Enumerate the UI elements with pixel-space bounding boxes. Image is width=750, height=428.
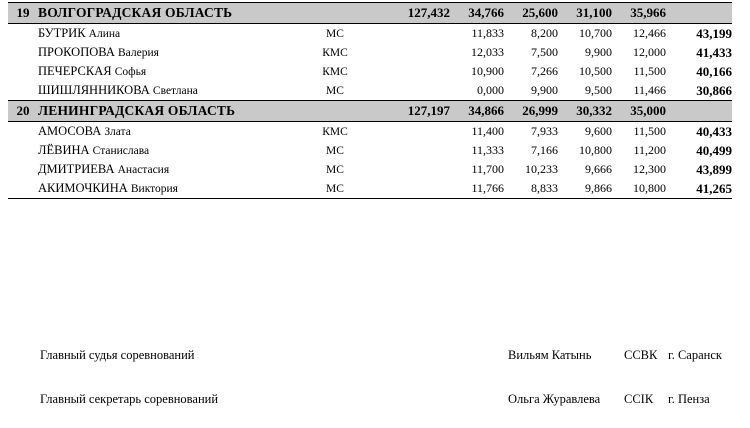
athlete-apparatus-score: 8,833	[504, 179, 558, 199]
athlete-total-spacer	[380, 81, 450, 101]
team-sum-spacer	[666, 3, 732, 24]
athlete-surname: ДМИТРИЕВА	[38, 162, 115, 176]
athlete-sport-class: МС	[290, 141, 380, 160]
athlete-surname: ПРОКОПОВА	[38, 45, 115, 59]
signature-person-city: г. Саранск	[668, 348, 722, 362]
athlete-rank-spacer	[8, 24, 38, 44]
athlete-surname: АКИМОЧКИНА	[38, 181, 128, 195]
athlete-apparatus-score: 9,900	[558, 43, 612, 62]
athlete-apparatus-score: 11,766	[450, 179, 504, 199]
team-name: ЛЕНИНГРАДСКАЯ ОБЛАСТЬ	[38, 101, 290, 122]
signature-block	[0, 340, 750, 428]
signature-person-name: Вильям Катынь	[508, 348, 592, 362]
athlete-given-name: Алина	[88, 28, 121, 40]
athlete-surname: ЛЁВИНА	[38, 143, 90, 157]
athlete-surname: БУТРИК	[38, 26, 86, 40]
athlete-sum: 30,866	[666, 81, 732, 101]
athlete-given-name: Станислава	[92, 145, 150, 157]
signature-person-name: Ольга Журавлева	[508, 392, 601, 406]
athlete-surname: ШИШЛЯННИКОВА	[38, 83, 150, 97]
athlete-total-spacer	[380, 141, 450, 160]
athlete-total-spacer	[380, 160, 450, 179]
signature-row	[0, 340, 750, 384]
results-table-body	[8, 3, 732, 199]
athlete-rank-spacer	[8, 62, 38, 81]
athlete-sport-class: МС	[290, 179, 380, 199]
athlete-total-spacer	[380, 43, 450, 62]
athlete-name	[38, 43, 290, 62]
athlete-surname: АМОСОВА	[38, 124, 102, 138]
athlete-given-name: Виктория	[130, 183, 178, 195]
athlete-rank-spacer	[8, 43, 38, 62]
athlete-apparatus-score: 0,000	[450, 81, 504, 101]
athlete-apparatus-score: 10,700	[558, 24, 612, 44]
team-name: ВОЛГОГРАДСКАЯ ОБЛАСТЬ	[38, 3, 290, 24]
team-sum-spacer	[666, 101, 732, 122]
athlete-sport-class: МС	[290, 160, 380, 179]
athlete-apparatus-score: 9,900	[504, 81, 558, 101]
athlete-total-spacer	[380, 24, 450, 44]
team-total: 127,197	[380, 101, 450, 122]
athlete-apparatus-score: 11,400	[450, 122, 504, 142]
signature-person-rank: ССВК	[624, 348, 658, 362]
athlete-sum: 43,899	[666, 160, 732, 179]
signature-role-label: Главный секретарь соревнований	[40, 392, 219, 406]
team-header-row	[8, 101, 732, 122]
athlete-apparatus-score: 11,333	[450, 141, 504, 160]
athlete-given-name: Анастасия	[117, 164, 170, 176]
team-apparatus-score: 31,100	[558, 3, 612, 24]
athlete-sport-class: КМС	[290, 62, 380, 81]
athlete-surname: ПЕЧЕРСКАЯ	[38, 64, 112, 78]
athlete-total-spacer	[380, 122, 450, 142]
athlete-apparatus-score: 11,833	[450, 24, 504, 44]
athlete-row	[8, 179, 732, 199]
athlete-row	[8, 24, 732, 44]
athlete-name	[38, 122, 290, 142]
athlete-name	[38, 141, 290, 160]
athlete-given-name: Софья	[114, 66, 147, 78]
team-class-spacer	[290, 3, 380, 24]
athlete-apparatus-score: 11,466	[612, 81, 666, 101]
athlete-given-name: Злата	[104, 126, 131, 138]
results-table	[8, 2, 732, 199]
athlete-apparatus-score: 11,200	[612, 141, 666, 160]
team-apparatus-score: 25,600	[504, 3, 558, 24]
signature-role-label: Главный судья соревнований	[40, 348, 195, 362]
team-apparatus-score: 26,999	[504, 101, 558, 122]
team-rank: 19	[8, 3, 38, 24]
athlete-rank-spacer	[8, 81, 38, 101]
athlete-sport-class: КМС	[290, 122, 380, 142]
athlete-sum: 41,433	[666, 43, 732, 62]
athlete-apparatus-score: 12,300	[612, 160, 666, 179]
athlete-apparatus-score: 12,000	[612, 43, 666, 62]
team-class-spacer	[290, 101, 380, 122]
signature-person-rank: ССIК	[624, 392, 654, 406]
athlete-rank-spacer	[8, 179, 38, 199]
athlete-sport-class: МС	[290, 24, 380, 44]
athlete-apparatus-score: 10,800	[612, 179, 666, 199]
athlete-apparatus-score: 7,266	[504, 62, 558, 81]
team-header-row	[8, 3, 732, 24]
team-total: 127,432	[380, 3, 450, 24]
athlete-row	[8, 122, 732, 142]
athlete-rank-spacer	[8, 122, 38, 142]
team-apparatus-score: 34,866	[450, 101, 504, 122]
athlete-row	[8, 81, 732, 101]
athlete-name	[38, 81, 290, 101]
athlete-sum: 43,199	[666, 24, 732, 44]
athlete-given-name: Светлана	[152, 85, 198, 97]
athlete-rank-spacer	[8, 160, 38, 179]
athlete-apparatus-score: 12,033	[450, 43, 504, 62]
athlete-row	[8, 141, 732, 160]
athlete-sum: 41,265	[666, 179, 732, 199]
athlete-rank-spacer	[8, 141, 38, 160]
athlete-apparatus-score: 8,200	[504, 24, 558, 44]
athlete-row	[8, 62, 732, 81]
team-rank: 20	[8, 101, 38, 122]
athlete-apparatus-score: 7,500	[504, 43, 558, 62]
athlete-apparatus-score: 9,500	[558, 81, 612, 101]
athlete-apparatus-score: 10,800	[558, 141, 612, 160]
athlete-apparatus-score: 11,500	[612, 122, 666, 142]
signature-row	[0, 384, 750, 428]
athlete-sum: 40,499	[666, 141, 732, 160]
athlete-sport-class: КМС	[290, 43, 380, 62]
athlete-total-spacer	[380, 62, 450, 81]
athlete-apparatus-score: 9,866	[558, 179, 612, 199]
athlete-total-spacer	[380, 179, 450, 199]
athlete-sum: 40,166	[666, 62, 732, 81]
athlete-apparatus-score: 7,933	[504, 122, 558, 142]
athlete-row	[8, 160, 732, 179]
team-apparatus-score: 35,000	[612, 101, 666, 122]
athlete-apparatus-score: 9,666	[558, 160, 612, 179]
athlete-apparatus-score: 12,466	[612, 24, 666, 44]
athlete-apparatus-score: 11,700	[450, 160, 504, 179]
team-apparatus-score: 35,966	[612, 3, 666, 24]
athlete-apparatus-score: 9,600	[558, 122, 612, 142]
athlete-apparatus-score: 10,900	[450, 62, 504, 81]
athlete-apparatus-score: 10,233	[504, 160, 558, 179]
athlete-apparatus-score: 10,500	[558, 62, 612, 81]
athlete-name	[38, 179, 290, 199]
athlete-name	[38, 62, 290, 81]
athlete-name	[38, 24, 290, 44]
athlete-sport-class: МС	[290, 81, 380, 101]
team-apparatus-score: 34,766	[450, 3, 504, 24]
athlete-given-name: Валерия	[117, 47, 159, 59]
athlete-apparatus-score: 11,500	[612, 62, 666, 81]
athlete-name	[38, 160, 290, 179]
athlete-apparatus-score: 7,166	[504, 141, 558, 160]
team-apparatus-score: 30,332	[558, 101, 612, 122]
athlete-sum: 40,433	[666, 122, 732, 142]
athlete-row	[8, 43, 732, 62]
signature-person-city: г. Пенза	[668, 392, 710, 406]
